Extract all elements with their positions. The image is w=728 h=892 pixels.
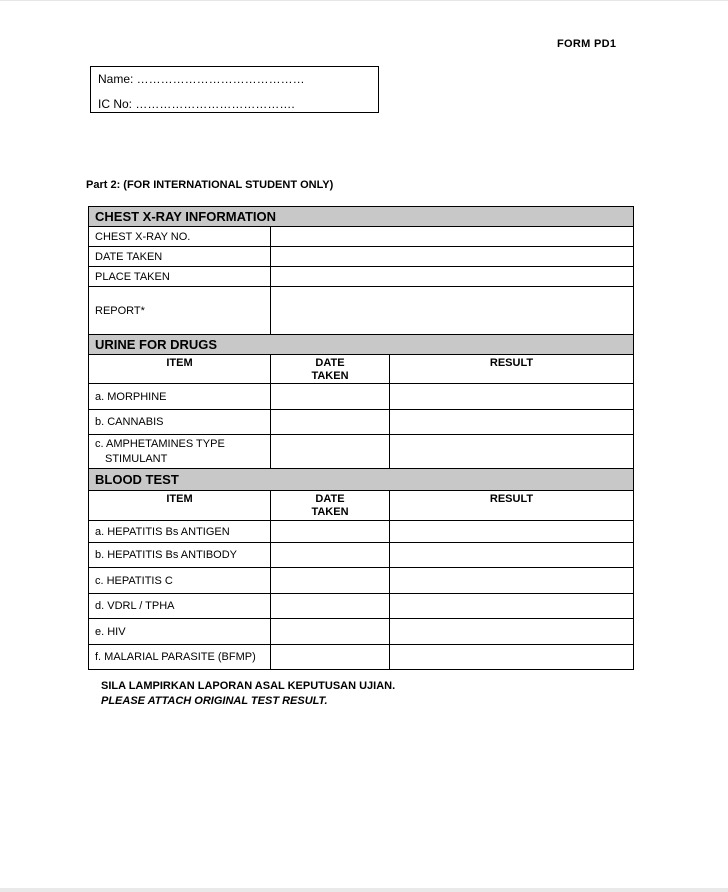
table-row: [89, 568, 634, 594]
test-item-label: a. HEPATITIS Bs ANTIGEN: [89, 521, 271, 543]
xray-place-input[interactable]: [271, 267, 634, 287]
result-input[interactable]: [390, 435, 634, 469]
table-row: [89, 543, 634, 568]
table-row: [89, 435, 634, 469]
table-row: [89, 594, 634, 619]
date-header-line1: DATE: [315, 357, 345, 369]
item-label-line1: c. AMPHETAMINES TYPE: [95, 438, 225, 450]
date-taken-input[interactable]: [271, 619, 390, 645]
table-row: [89, 645, 634, 670]
date-column-header: [271, 355, 390, 384]
table-row: [89, 287, 634, 335]
result-input[interactable]: [390, 645, 634, 670]
xray-no-input[interactable]: [271, 227, 634, 247]
note-malay: SILA LAMPIRKAN LAPORAN ASAL KEPUTUSAN UJIAN.: [101, 680, 396, 692]
result-input[interactable]: [390, 594, 634, 619]
page-top-border: [0, 0, 728, 1]
date-taken-input[interactable]: [271, 543, 390, 568]
xray-field-label: REPORT*: [89, 287, 271, 335]
applicant-id-box: [90, 66, 379, 113]
result-input[interactable]: [390, 568, 634, 594]
date-taken-input[interactable]: [271, 384, 390, 410]
part-title: Part 2: (FOR INTERNATIONAL STUDENT ONLY): [86, 179, 334, 191]
xray-field-label: CHEST X-RAY NO.: [89, 227, 271, 247]
test-item-label: [89, 435, 271, 469]
item-label-line2: STIMULANT: [105, 453, 168, 465]
name-field[interactable]: Name: ……………………………………: [98, 72, 305, 86]
date-header-line2: TAKEN: [311, 506, 349, 518]
blood-section-title: BLOOD TEST: [89, 469, 634, 491]
date-taken-input[interactable]: [271, 521, 390, 543]
xray-report-input[interactable]: [271, 287, 634, 335]
table-row: [89, 384, 634, 410]
test-item-label: f. MALARIAL PARASITE (BFMP): [89, 645, 271, 670]
result-column-header: RESULT: [390, 355, 634, 384]
table-row: [89, 227, 634, 247]
section-header-row: [89, 335, 634, 355]
result-input[interactable]: [390, 619, 634, 645]
note-english: PLEASE ATTACH ORIGINAL TEST RESULT.: [101, 695, 328, 707]
table-row: [89, 619, 634, 645]
date-taken-input[interactable]: [271, 645, 390, 670]
table-row: [89, 267, 634, 287]
date-column-header: [271, 491, 390, 521]
result-input[interactable]: [390, 543, 634, 568]
table-row: [89, 521, 634, 543]
xray-section-title: CHEST X-RAY INFORMATION: [89, 207, 634, 227]
form-code: FORM PD1: [557, 38, 617, 50]
column-header-row: [89, 491, 634, 521]
column-header-row: [89, 355, 634, 384]
test-item-label: d. VDRL / TPHA: [89, 594, 271, 619]
xray-field-label: PLACE TAKEN: [89, 267, 271, 287]
table-row: [89, 247, 634, 267]
section-header-row: [89, 469, 634, 491]
xray-date-input[interactable]: [271, 247, 634, 267]
result-input[interactable]: [390, 410, 634, 435]
test-item-label: c. HEPATITIS C: [89, 568, 271, 594]
test-item-label: b. HEPATITIS Bs ANTIBODY: [89, 543, 271, 568]
table-row: [89, 410, 634, 435]
xray-field-label: DATE TAKEN: [89, 247, 271, 267]
ic-number-field[interactable]: IC No: ………………………………….: [98, 97, 295, 111]
medical-form-table: [88, 206, 634, 670]
date-header-line1: DATE: [315, 493, 345, 505]
test-item-label: a. MORPHINE: [89, 384, 271, 410]
section-header-row: [89, 207, 634, 227]
date-taken-input[interactable]: [271, 410, 390, 435]
date-taken-input[interactable]: [271, 435, 390, 469]
date-taken-input[interactable]: [271, 568, 390, 594]
result-input[interactable]: [390, 521, 634, 543]
test-item-label: e. HIV: [89, 619, 271, 645]
item-column-header: ITEM: [89, 491, 271, 521]
date-header-line2: TAKEN: [311, 370, 349, 382]
attachment-note: [101, 679, 395, 709]
test-item-label: b. CANNABIS: [89, 410, 271, 435]
result-column-header: RESULT: [390, 491, 634, 521]
page-bottom-border: [0, 888, 728, 892]
result-input[interactable]: [390, 384, 634, 410]
urine-section-title: URINE FOR DRUGS: [89, 335, 634, 355]
date-taken-input[interactable]: [271, 594, 390, 619]
item-column-header: ITEM: [89, 355, 271, 384]
